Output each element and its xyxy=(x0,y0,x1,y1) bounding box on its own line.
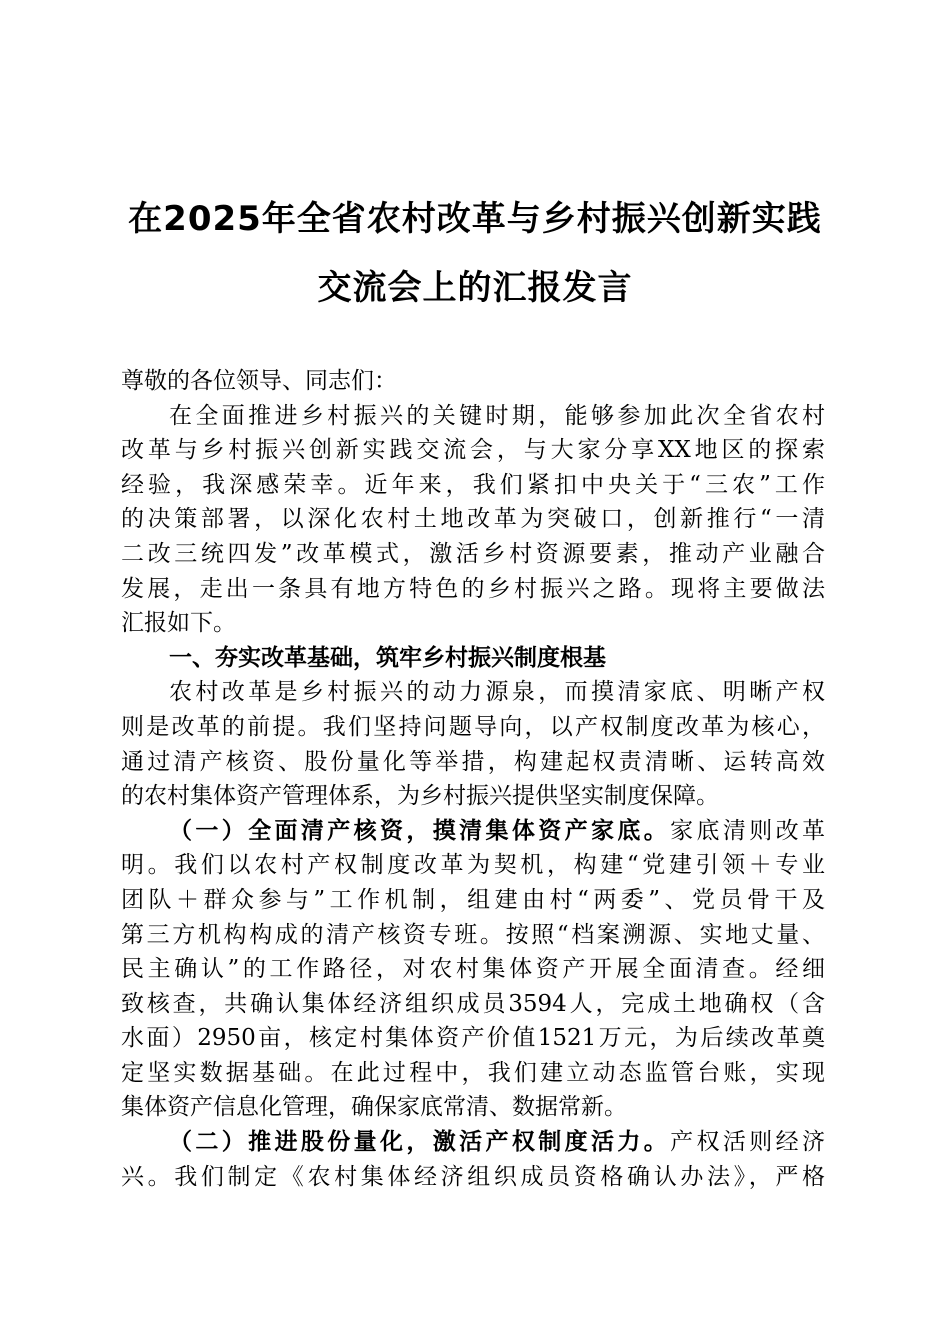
subsection-lead-text: 家底清则改革 xyxy=(670,817,825,844)
paragraph-line: 第三方机构构成的清产核资专班。按照“档案溯源、实地丈量、 xyxy=(121,921,825,948)
document-title-line-1: 在2025年全省农村改革与乡村振兴创新实践 xyxy=(128,199,822,239)
paragraph-line: 发展，走出一条具有地方特色的乡村振兴之路。现将主要做法 xyxy=(121,575,825,602)
paragraph-line: 兴。我们制定《农村集体经济组织成员资格确认办法》，严格 xyxy=(121,1163,825,1190)
paragraph-line: 的农村集体资产管理体系，为乡村振兴提供坚实制度保障。 xyxy=(121,783,719,810)
paragraph-line: 民主确认”的工作路径，对农村集体资产开展全面清查。经细 xyxy=(121,956,825,983)
subsection-lead-text: 产权活则经济 xyxy=(670,1129,825,1156)
paragraph-line: 在全面推进乡村振兴的关键时期，能够参加此次全省农村 xyxy=(169,402,825,429)
document-title-line-2: 交流会上的汇报发言 xyxy=(317,268,633,308)
paragraph-line: 农村改革是乡村振兴的动力源泉，而摸清家底、明晰产权 xyxy=(169,679,825,706)
subsection-first-line xyxy=(121,1125,825,1160)
subsection-title: （二）推进股份量化，激活产权制度活力。 xyxy=(169,1129,671,1156)
paragraph-line: 经验，我深感荣幸。近年来，我们紧扣中央关于“三农”工作 xyxy=(121,471,825,498)
document-body xyxy=(121,364,825,1194)
paragraph-line: 集体资产信息化管理，确保家底常清、数据常新。 xyxy=(121,1094,627,1121)
paragraph-line: 通过清产核资、股份量化等举措，构建起权责清晰、运转高效 xyxy=(121,748,825,775)
subsection-first-line xyxy=(121,814,825,849)
paragraph-line: 定坚实数据基础。在此过程中，我们建立动态监管台账，实现 xyxy=(121,1059,825,1086)
paragraph-line: 二改三统四发”改革模式，激活乡村资源要素，推动产业融合 xyxy=(121,540,825,567)
paragraph-line: 致核查，共确认集体经济组织成员3594人，完成土地确权（含 xyxy=(121,990,825,1017)
paragraph-line: 汇报如下。 xyxy=(121,610,236,637)
paragraph-line: 的决策部署，以深化农村土地改革为突破口，创新推行“一清 xyxy=(121,506,825,533)
paragraph-line: 团队＋群众参与”工作机制，组建由村“两委”、党员骨干及 xyxy=(121,886,825,913)
paragraph-line: 水面）2950亩，核定村集体资产价值1521万元，为后续改革奠 xyxy=(121,1025,825,1052)
paragraph-line: 改革与乡村振兴创新实践交流会，与大家分享XX地区的探索 xyxy=(121,437,825,464)
subsection-title: （一）全面清产核资，摸清集体资产家底。 xyxy=(169,817,671,844)
paragraph-line: 则是改革的前提。我们坚持问题导向，以产权制度改革为核心， xyxy=(121,713,825,740)
paragraph-line: 明。我们以农村产权制度改革为契机，构建“党建引领＋专业 xyxy=(121,852,825,879)
salutation: 尊敬的各位领导、同志们： xyxy=(121,368,397,394)
section-heading: 一、夯实改革基础，筑牢乡村振兴制度根基 xyxy=(169,644,606,671)
